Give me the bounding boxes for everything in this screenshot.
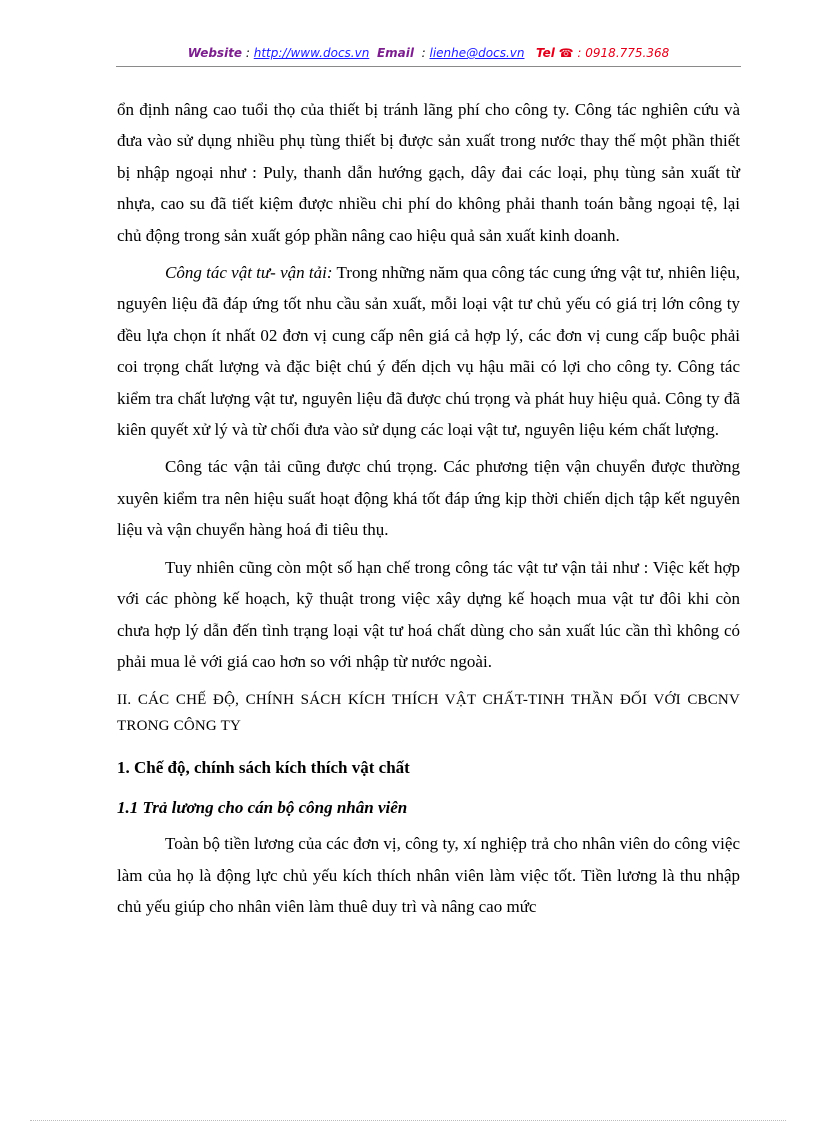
- website-label: Website: [187, 46, 243, 60]
- phone-icon: ☎: [558, 46, 574, 60]
- email-label: Email: [376, 46, 414, 60]
- paragraph-lead-italic: Công tác vật tư- vận tải:: [165, 263, 333, 283]
- header-divider: [116, 66, 741, 67]
- phone-number: : 0918.775.368: [573, 46, 670, 60]
- tel-label: Tel: [535, 46, 555, 60]
- paragraph-materials-text: Trong những năm qua công tác cung ứng vật tư, nhiên liệu, nguyên liệu đã đáp ứng tốt nhu cầu sản xuất, mỗi loại vật tư chủ yếu có giá trị lớn công ty đều lựa chọn ít nhất 02 đơn vị cung cấp nên giá cả hợp lý, các đơn vị cung cấp buộc phải coi trọng chất lượng và đặc biệt chú ý đến dịch vụ hậu mãi có lợi cho công ty. Công tác kiểm tra chất lượng vật tư, nguyên liệu đã được chú trọng và phát huy hiệu quả. Công ty đã kiên quyết xử lý và từ chối đưa vào sử dụng các loại vật tư, nguyên liệu kém chất lượng.: [117, 263, 740, 440]
- heading-salary: 1.1 Trả lương cho cán bộ công nhân viên: [117, 798, 408, 818]
- paragraph-limitations: Tuy nhiên cũng còn một số hạn chế trong công tác vật tư vận tải như : Việc kết hợp với các phòng kế hoạch, kỹ thuật trong việc xây dựng kế hoạch mua vật tư đôi khi còn chưa hợp lý dẫn đến tình trạng loại vật tư hoá chất dùng cho sản xuất lúc cần thì không có phải mua lẻ với giá cao hơn so với nhập từ nước ngoài.: [117, 557, 740, 671]
- paragraph-equipment: ổn định nâng cao tuổi thọ của thiết bị tránh lãng phí cho công ty. Công tác nghiên cứu và đưa vào sử dụng nhiều phụ tùng thiết bị được sản xuất trong nước thay thế một phần thiết bị nhập ngoại như : Puly, thanh dẫn hướng gạch, dây đai các loại, phụ tùng sản xuất từ nhựa, cao su đã tiết kiệm được nhiều chi phí do không phải thanh toán bằng ngoại tệ, lại chủ động trong sản xuất góp phần nâng cao hiệu quả sản xuất kinh doanh.: [117, 100, 740, 245]
- paragraph-materials-transport: [117, 257, 740, 445]
- page-header: [116, 46, 741, 66]
- email-separator: :: [417, 46, 430, 60]
- section-heading-ii: II. CÁC CHẾ ĐỘ, CHÍNH SÁCH KÍCH THÍCH VẬT CHẤT-TINH THẦN ĐỐI VỚI CBCNV TRONG CÔNG TY: [117, 692, 740, 735]
- email-link[interactable]: lienhe@docs.vn: [429, 46, 525, 60]
- website-separator: :: [242, 46, 254, 60]
- website-link[interactable]: http://www.docs.vn: [253, 46, 370, 60]
- footer-divider: [30, 1120, 786, 1121]
- paragraph-salary: Toàn bộ tiền lương của các đơn vị, công ty, xí nghiệp trả cho nhân viên do công việc làm của họ là động lực chủ yếu kích thích nhân viên làm việc tốt. Tiền lương là thu nhập chủ yếu giúp cho nhân viên làm thuê duy trì và nâng cao mức: [117, 834, 740, 917]
- heading-material-incentives: 1. Chế độ, chính sách kích thích vật chất: [117, 758, 410, 778]
- document-body: [117, 94, 740, 923]
- paragraph-transport: Công tác vận tải cũng được chú trọng. Các phương tiện vận chuyển được thường xuyên kiểm tra nên hiệu suất hoạt động khá tốt đáp ứng kịp thời chiến dịch tập kết nguyên liệu và vận chuyển hàng hoá đi tiêu thụ.: [117, 457, 740, 540]
